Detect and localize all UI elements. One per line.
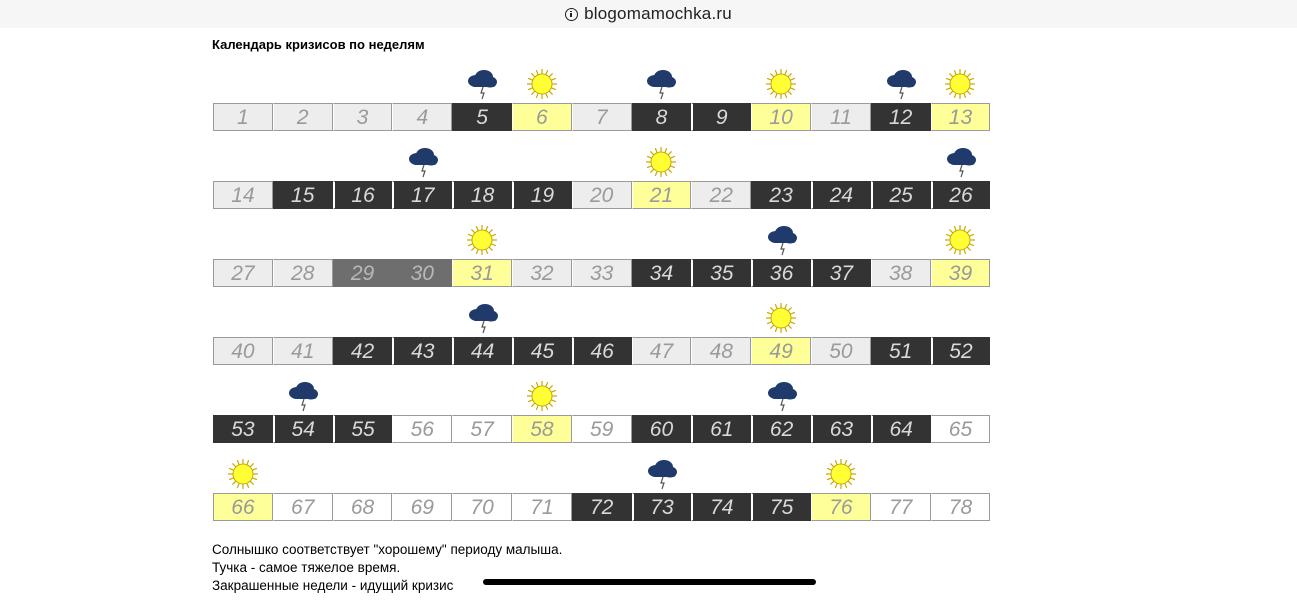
week-cell bbox=[751, 415, 811, 443]
week-number: 43 bbox=[411, 340, 435, 363]
week-cell bbox=[871, 415, 931, 443]
week-number: 62 bbox=[769, 418, 794, 441]
legend-line-cloud: Тучка - самое тяжелое время. bbox=[212, 560, 401, 575]
week-cell bbox=[512, 493, 572, 521]
week-cell bbox=[691, 181, 751, 209]
week-cell bbox=[931, 259, 991, 287]
week-number: 76 bbox=[829, 496, 853, 519]
week-number: 9 bbox=[715, 106, 728, 129]
week-cell bbox=[931, 415, 991, 443]
week-number: 77 bbox=[888, 496, 913, 519]
week-number: 66 bbox=[231, 496, 255, 519]
week-number: 41 bbox=[291, 340, 315, 363]
week-number: 36 bbox=[769, 262, 794, 285]
week-cell bbox=[811, 493, 871, 521]
week-number: 16 bbox=[351, 184, 375, 207]
week-number: 13 bbox=[948, 106, 973, 129]
week-cell bbox=[213, 181, 273, 209]
week-number: 39 bbox=[948, 262, 973, 285]
week-cell bbox=[931, 337, 991, 365]
legend-line-shaded: Закрашенные недели - идущий кризис bbox=[212, 578, 454, 593]
week-cell bbox=[213, 337, 273, 365]
week-number: 3 bbox=[356, 106, 369, 129]
week-cell bbox=[751, 103, 811, 131]
week-number: 34 bbox=[649, 262, 674, 285]
week-cell bbox=[871, 259, 931, 287]
legend bbox=[212, 541, 562, 595]
week-cell bbox=[512, 337, 572, 365]
week-cell bbox=[452, 259, 512, 287]
url-wrap[interactable] bbox=[565, 4, 732, 24]
week-number: 48 bbox=[709, 340, 733, 363]
sun-icon bbox=[644, 145, 678, 179]
week-cell bbox=[512, 259, 572, 287]
week-cell bbox=[931, 103, 991, 131]
week-cell bbox=[452, 337, 512, 365]
week-cell bbox=[213, 493, 273, 521]
week-number: 17 bbox=[411, 184, 435, 207]
cloud-icon bbox=[286, 379, 320, 413]
week-number: 15 bbox=[291, 184, 315, 207]
week-cell bbox=[572, 337, 632, 365]
legend-line-sun: Солнышко соответствует "хорошему" периоду малыша. bbox=[212, 542, 563, 557]
week-cell bbox=[811, 181, 871, 209]
week-number: 14 bbox=[231, 184, 255, 207]
browser-address-bar[interactable] bbox=[0, 0, 1297, 28]
week-cell bbox=[392, 259, 452, 287]
sun-icon bbox=[465, 223, 499, 257]
week-number: 70 bbox=[470, 496, 494, 519]
calendar-row bbox=[213, 493, 991, 521]
cloud-icon bbox=[765, 379, 799, 413]
week-cell bbox=[632, 103, 692, 131]
week-number: 49 bbox=[769, 340, 793, 363]
week-cell bbox=[452, 493, 512, 521]
week-number: 2 bbox=[296, 106, 309, 129]
week-number: 20 bbox=[590, 184, 614, 207]
week-number: 60 bbox=[649, 418, 674, 441]
week-number: 64 bbox=[889, 418, 913, 441]
info-icon[interactable] bbox=[565, 8, 578, 21]
sun-icon bbox=[764, 301, 798, 335]
week-cell bbox=[751, 181, 811, 209]
week-cell bbox=[572, 181, 632, 209]
week-cell bbox=[333, 103, 393, 131]
sun-icon bbox=[226, 457, 260, 491]
calendar-row bbox=[213, 103, 991, 131]
week-cell bbox=[392, 415, 452, 443]
week-cell bbox=[751, 337, 811, 365]
week-cell bbox=[691, 337, 751, 365]
url-text: blogomamochka.ru bbox=[584, 4, 732, 23]
week-cell bbox=[871, 493, 931, 521]
calendar-row bbox=[213, 415, 991, 443]
calendar-row bbox=[213, 181, 991, 209]
week-number: 46 bbox=[590, 340, 614, 363]
week-cell bbox=[512, 181, 572, 209]
week-number: 67 bbox=[291, 496, 315, 519]
week-cell bbox=[931, 181, 991, 209]
week-number: 55 bbox=[351, 418, 375, 441]
week-number: 31 bbox=[470, 262, 494, 285]
week-number: 75 bbox=[769, 496, 794, 519]
week-number: 44 bbox=[470, 340, 495, 363]
week-cell bbox=[392, 337, 452, 365]
week-number: 19 bbox=[530, 184, 555, 207]
cloud-icon bbox=[465, 67, 499, 101]
week-number: 4 bbox=[416, 106, 429, 129]
cloud-icon bbox=[406, 145, 440, 179]
week-cell bbox=[811, 103, 871, 131]
sun-icon bbox=[824, 457, 858, 491]
cloud-icon bbox=[765, 223, 799, 257]
week-number: 38 bbox=[888, 262, 913, 285]
week-number: 59 bbox=[590, 418, 614, 441]
week-number: 50 bbox=[829, 340, 853, 363]
week-number: 26 bbox=[949, 184, 973, 207]
week-cell bbox=[691, 493, 751, 521]
home-indicator[interactable] bbox=[483, 579, 816, 585]
week-number: 7 bbox=[595, 106, 608, 129]
week-number: 8 bbox=[655, 106, 668, 129]
week-number: 74 bbox=[710, 496, 734, 519]
week-number: 54 bbox=[291, 418, 315, 441]
week-number: 29 bbox=[350, 262, 375, 285]
week-cell bbox=[931, 493, 991, 521]
week-cell bbox=[392, 181, 452, 209]
week-number: 71 bbox=[530, 496, 554, 519]
week-cell bbox=[811, 337, 871, 365]
week-cell bbox=[811, 259, 871, 287]
week-cell bbox=[333, 181, 393, 209]
week-cell bbox=[572, 259, 632, 287]
week-cell bbox=[273, 181, 333, 209]
sun-icon bbox=[943, 67, 977, 101]
week-cell bbox=[273, 337, 333, 365]
week-cell bbox=[871, 181, 931, 209]
week-number: 52 bbox=[949, 340, 973, 363]
week-cell bbox=[512, 103, 572, 131]
week-number: 24 bbox=[829, 184, 854, 207]
week-cell bbox=[213, 103, 273, 131]
week-number: 69 bbox=[410, 496, 434, 519]
sun-icon bbox=[525, 67, 559, 101]
cloud-icon bbox=[644, 67, 678, 101]
week-number: 45 bbox=[530, 340, 555, 363]
cloud-icon bbox=[466, 301, 500, 335]
week-cell bbox=[751, 493, 811, 521]
week-cell bbox=[572, 415, 632, 443]
week-cell bbox=[871, 103, 931, 131]
week-cell bbox=[392, 103, 452, 131]
week-cell bbox=[632, 337, 692, 365]
week-number: 61 bbox=[710, 418, 734, 441]
week-number: 72 bbox=[590, 496, 614, 519]
week-number: 65 bbox=[948, 418, 973, 441]
week-number: 63 bbox=[829, 418, 854, 441]
week-number: 56 bbox=[410, 418, 434, 441]
week-number: 23 bbox=[769, 184, 793, 207]
sun-icon bbox=[943, 223, 977, 257]
week-cell bbox=[213, 415, 273, 443]
week-number: 22 bbox=[709, 184, 733, 207]
calendar-row bbox=[213, 259, 991, 287]
week-cell bbox=[572, 493, 632, 521]
week-number: 28 bbox=[291, 262, 315, 285]
week-number: 10 bbox=[769, 106, 793, 129]
week-number: 33 bbox=[590, 262, 614, 285]
week-cell bbox=[452, 103, 512, 131]
week-cell bbox=[333, 259, 393, 287]
week-number: 35 bbox=[710, 262, 734, 285]
week-number: 30 bbox=[410, 262, 434, 285]
week-cell bbox=[691, 415, 751, 443]
cloud-icon bbox=[944, 145, 978, 179]
week-cell bbox=[333, 493, 393, 521]
week-cell bbox=[871, 337, 931, 365]
week-cell bbox=[632, 259, 692, 287]
week-cell bbox=[273, 103, 333, 131]
week-cell bbox=[273, 259, 333, 287]
week-number: 42 bbox=[350, 340, 375, 363]
week-cell bbox=[811, 415, 871, 443]
cloud-icon bbox=[884, 67, 918, 101]
week-number: 25 bbox=[889, 184, 913, 207]
week-cell bbox=[333, 337, 393, 365]
week-number: 37 bbox=[829, 262, 854, 285]
week-cell bbox=[691, 103, 751, 131]
cloud-icon bbox=[645, 457, 679, 491]
week-number: 1 bbox=[237, 106, 249, 129]
week-number: 51 bbox=[888, 340, 913, 363]
sun-icon bbox=[764, 67, 798, 101]
week-cell bbox=[213, 259, 273, 287]
week-cell bbox=[632, 493, 692, 521]
week-number: 12 bbox=[888, 106, 913, 129]
week-cell bbox=[572, 103, 632, 131]
week-cell bbox=[273, 493, 333, 521]
week-number: 5 bbox=[476, 106, 488, 129]
page-title: Календарь кризисов по неделям bbox=[212, 37, 425, 52]
week-number: 11 bbox=[829, 106, 852, 129]
week-cell bbox=[333, 415, 393, 443]
week-number: 78 bbox=[948, 496, 973, 519]
week-number: 68 bbox=[350, 496, 375, 519]
week-number: 27 bbox=[231, 262, 255, 285]
week-cell bbox=[632, 415, 692, 443]
week-number: 53 bbox=[231, 418, 255, 441]
week-number: 47 bbox=[649, 340, 674, 363]
week-cell bbox=[452, 415, 512, 443]
week-number: 57 bbox=[470, 418, 494, 441]
week-cell bbox=[452, 181, 512, 209]
week-number: 32 bbox=[530, 262, 554, 285]
week-number: 21 bbox=[649, 184, 674, 207]
week-number: 18 bbox=[470, 184, 495, 207]
week-number: 73 bbox=[650, 496, 674, 519]
week-cell bbox=[691, 259, 751, 287]
week-number: 6 bbox=[536, 106, 548, 129]
week-cell bbox=[751, 259, 811, 287]
week-cell bbox=[273, 415, 333, 443]
week-cell bbox=[632, 181, 692, 209]
week-cell bbox=[512, 415, 572, 443]
calendar-row bbox=[213, 337, 991, 365]
week-number: 58 bbox=[530, 418, 554, 441]
week-cell bbox=[392, 493, 452, 521]
sun-icon bbox=[525, 379, 559, 413]
week-number: 40 bbox=[231, 340, 255, 363]
